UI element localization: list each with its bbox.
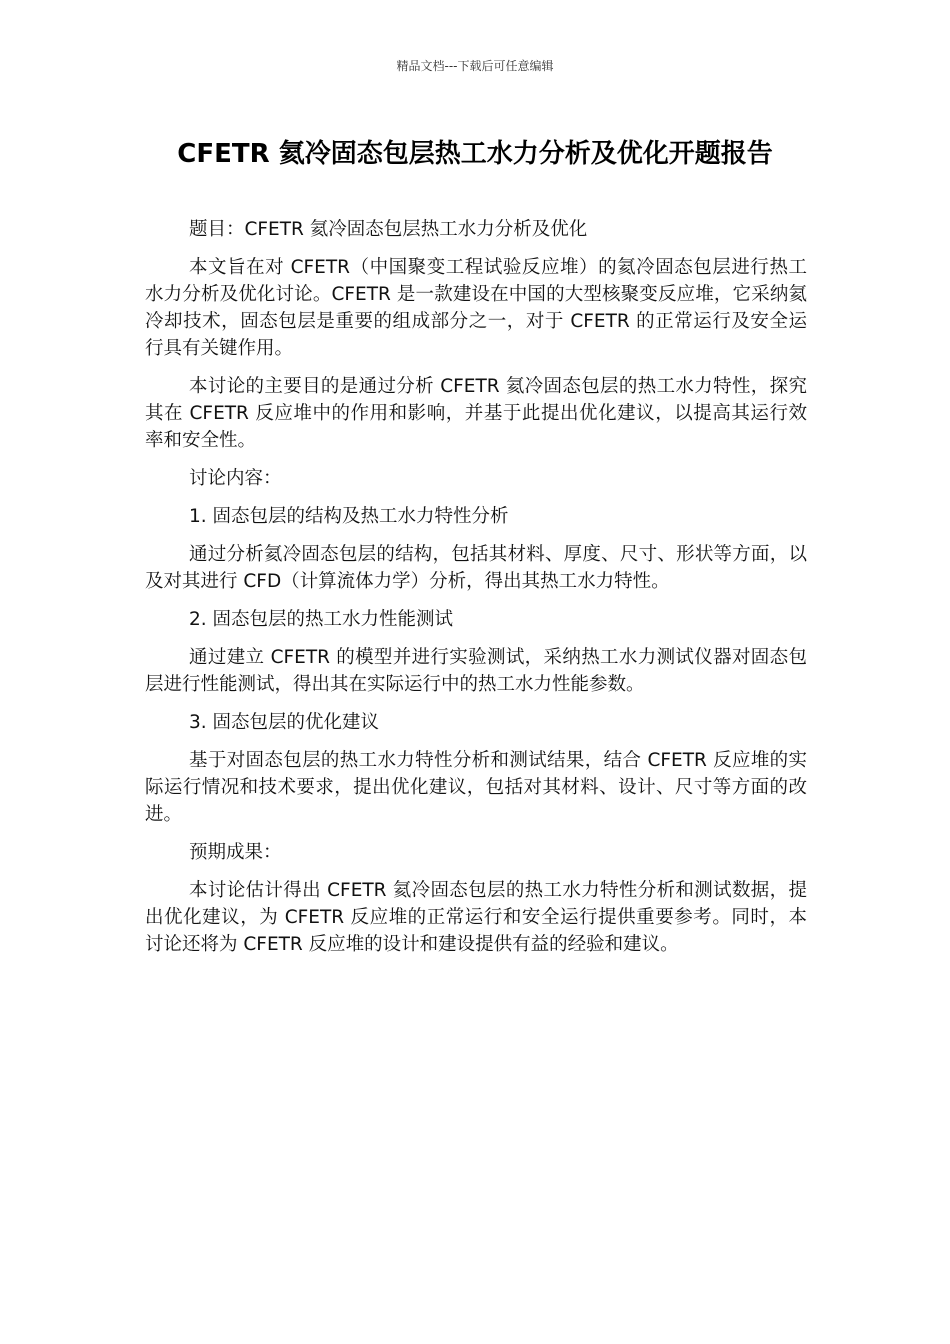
item-text-2: 通过建立 CFETR 的模型并进行实验测试，采纳热工水力测试仪器对固态包层进行性能测试，得出其在实际运行中的热工水力性能参数。 xyxy=(145,647,807,695)
paragraph-results: 本讨论估计得出 CFETR 氦冷固态包层的热工水力特性分析和测试数据，提出优化建议，为 CFETR 反应堆的正常运行和安全运行提供重要参考。同时，本讨论还将为 CFETR 反应堆的设计和建设提供有益的经验和建议。 xyxy=(145,880,807,955)
item-heading-1: 1. 固态包层的结构及热工水力特性分析 xyxy=(189,506,509,527)
section-heading-content: 讨论内容： xyxy=(189,468,282,489)
document-body xyxy=(145,216,807,969)
item-text-3: 基于对固态包层的热工水力特性分析和测试结果，结合 CFETR 反应堆的实际运行情况和技术要求，提出优化建议，包括对其材料、设计、尺寸等方面的改进。 xyxy=(145,750,807,825)
header-note: 精品文档---下载后可任意编辑 xyxy=(396,59,554,73)
paragraph-topic: 题目：CFETR 氦冷固态包层热工水力分析及优化 xyxy=(189,219,588,240)
item-heading-2: 2. 固态包层的热工水力性能测试 xyxy=(189,609,454,630)
item-heading-3: 3. 固态包层的优化建议 xyxy=(189,712,380,733)
section-heading-results: 预期成果： xyxy=(189,842,282,863)
document-title: CFETR 氦冷固态包层热工水力分析及优化开题报告 xyxy=(177,139,773,169)
paragraph-intro: 本文旨在对 CFETR（中国聚变工程试验反应堆）的氦冷固态包层进行热工水力分析及优化讨论。CFETR 是一款建设在中国的大型核聚变反应堆，它采纳氦冷却技术，固态包层是重要的组成部分之一，对于 CFETR 的正常运行及安全运行具有关键作用。 xyxy=(145,257,807,359)
paragraph-purpose: 本讨论的主要目的是通过分析 CFETR 氦冷固态包层的热工水力特性，探究其在 CFETR 反应堆中的作用和影响，并基于此提出优化建议，以提高其运行效率和安全性。 xyxy=(145,376,807,451)
item-text-1: 通过分析氦冷固态包层的结构，包括其材料、厚度、尺寸、形状等方面，以及对其进行 CFD（计算流体力学）分析，得出其热工水力特性。 xyxy=(145,544,807,592)
